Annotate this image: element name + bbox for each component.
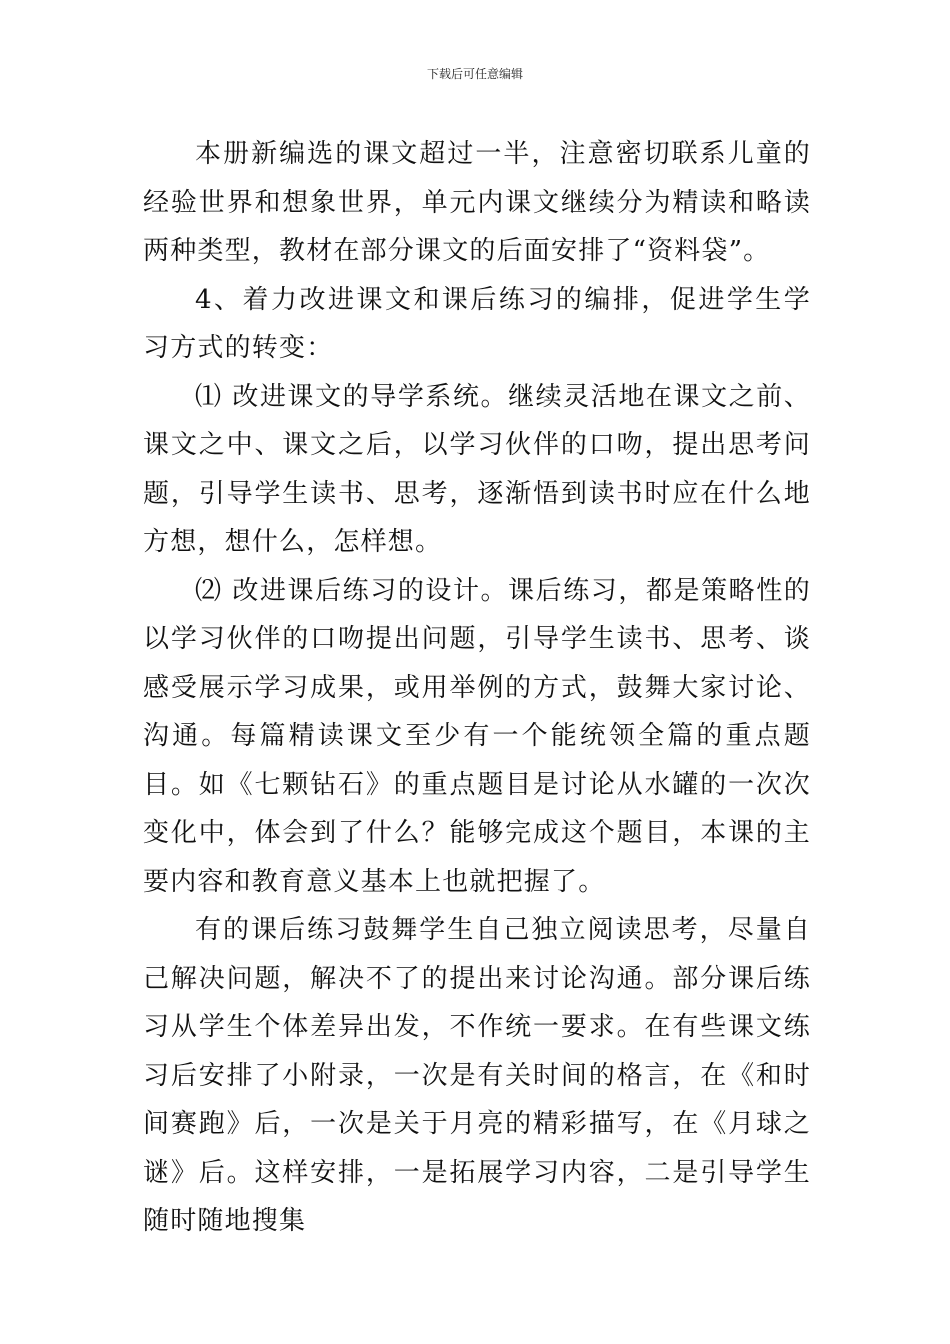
paragraph-item-2: ⑵ 改进课后练习的设计。课后练习，都是策略性的以学习伙伴的口吻提出问题，引导学生读书、思考、谈感受展示学习成果，或用举例的方式，鼓舞大家讨论、沟通。每篇精读课文至少有一个能统领全篇的重点题目。如《七颗钻石》的重点题目是讨论从水罐的一次次变化中，体会到了什么？能够完成这个题目，本课的主要内容和教育意义基本上也就把握了。 [143, 575, 811, 897]
paragraph-exercises: 有的课后练习鼓舞学生自己独立阅读思考，尽量自己解决问题，解决不了的提出来讨论沟通。部分课后练习从学生个体差异出发，不作统一要求。在有些课文练习后安排了小附录，一次是有关时间的格言，在《和时间赛跑》后，一次是关于月亮的精彩描写，在《月球之谜》后。这样安排，一是拓展学习内容，二是引导学生随时随地搜集 [143, 915, 811, 1236]
paragraph-point-4: 4、着力改进课文和课后练习的编排，促进学生学习方式的转变： [143, 284, 811, 363]
paragraph-item-1: ⑴ 改进课文的导学系统。继续灵活地在课文之前、课文之中、课文之后，以学习伙伴的口吻，提出思考问题，引导学生读书、思考，逐渐悟到读书时应在什么地方想，想什么，怎样想。 [143, 381, 811, 557]
document-body [143, 130, 811, 1246]
page-header: 下载后可任意编辑 [426, 67, 523, 81]
paragraph-textbook-selection: 本册新编选的课文超过一半，注意密切联系儿童的经验世界和想象世界，单元内课文继续分为精读和略读两种类型，教材在部分课文的后面安排了“资料袋”。 [143, 139, 811, 266]
